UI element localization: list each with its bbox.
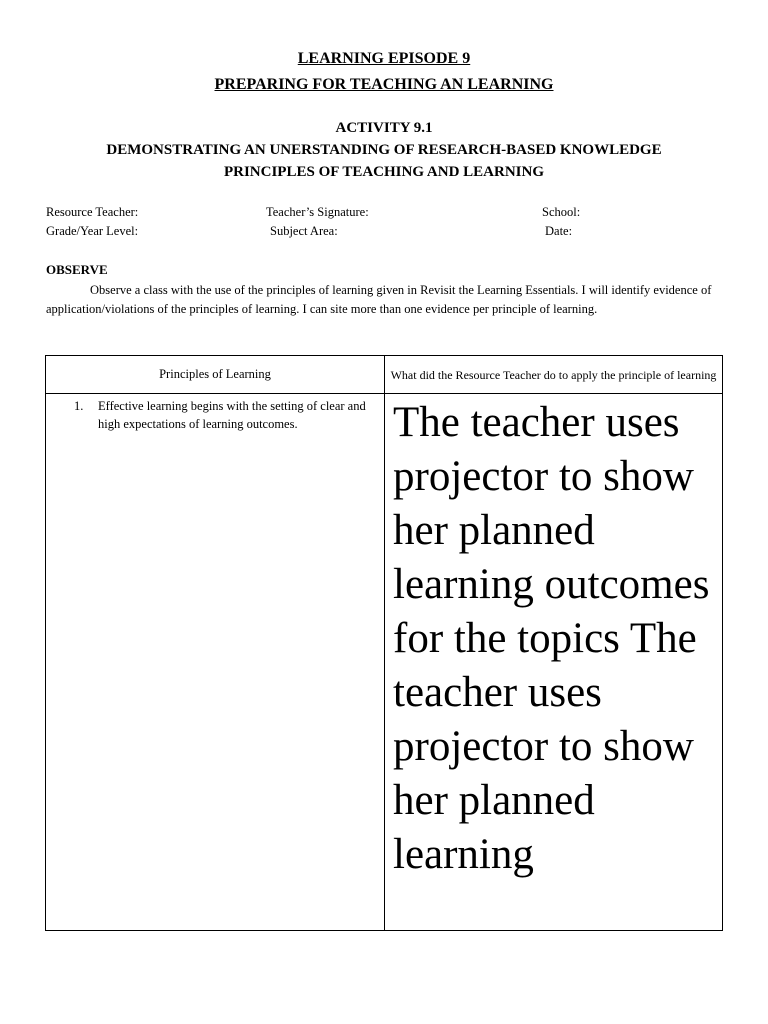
activity-title-line-1: DEMONSTRATING AN UNERSTANDING OF RESEARCH-BASED KNOWLEDGE bbox=[106, 142, 662, 158]
school-label: School: bbox=[542, 205, 581, 219]
date-label: Date: bbox=[545, 224, 573, 238]
grade-year-level-label: Grade/Year Level: bbox=[46, 224, 139, 238]
teacher-signature-label: Teacher’s Signature: bbox=[266, 205, 369, 219]
answer-text: The teacher uses projector to show her planned learning outcomes for the topics The teacher uses projector to show her planned learning bbox=[393, 399, 710, 878]
observe-instructions: Observe a class with the use of the principles of learning given in Revisit the Learning Essentials. I will identify evidence of application/violations of the principles of learning. I can site more than one evidence per principle of learning. bbox=[46, 283, 712, 316]
observation-table bbox=[45, 355, 723, 931]
answer-cell bbox=[385, 394, 723, 931]
column-header-application: What did the Resource Teacher do to apply the principle of learning bbox=[385, 356, 723, 394]
episode-subtitle: PREPARING FOR TEACHING AN LEARNING bbox=[214, 76, 554, 93]
table-row bbox=[46, 394, 723, 931]
principle-cell bbox=[46, 394, 385, 931]
subject-area-label: Subject Area: bbox=[270, 224, 338, 238]
observe-heading: OBSERVE bbox=[46, 262, 108, 277]
list-item bbox=[46, 394, 384, 433]
column-header-principles: Principles of Learning bbox=[46, 356, 385, 394]
principle-text: Effective learning begins with the setting of clear and high expectations of learning outcomes. bbox=[98, 399, 366, 431]
activity-number: ACTIVITY 9.1 bbox=[335, 120, 433, 136]
resource-teacher-label: Resource Teacher: bbox=[46, 205, 139, 219]
principle-number: 1. bbox=[74, 399, 84, 413]
table-header-row bbox=[46, 356, 723, 394]
episode-title: LEARNING EPISODE 9 bbox=[297, 50, 471, 67]
activity-title-line-2: PRINCIPLES OF TEACHING AND LEARNING bbox=[223, 164, 545, 180]
